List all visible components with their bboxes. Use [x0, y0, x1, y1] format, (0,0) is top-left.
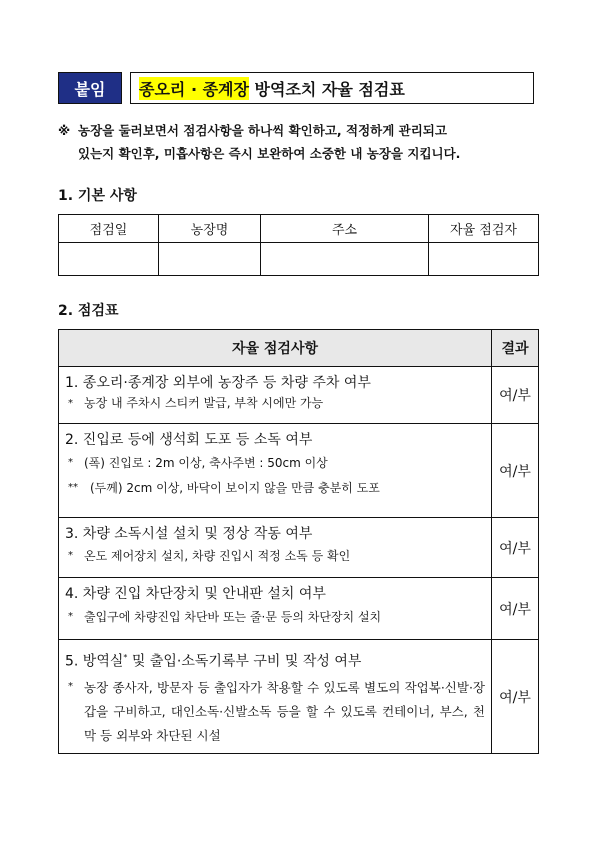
- sub-mark: *: [68, 550, 73, 561]
- attachment-tag: 붙임: [58, 72, 122, 104]
- table-row: [59, 367, 539, 424]
- header-result: 결과: [492, 330, 539, 367]
- check-item-1-note: 농장 내 주차시 스티커 발급, 부착 시에만 가능: [84, 396, 324, 410]
- result-1[interactable]: 여/부: [492, 367, 539, 424]
- table-row: [59, 424, 539, 518]
- result-4[interactable]: 여/부: [492, 578, 539, 640]
- check-item-3-note: 온도 제어장치 설치, 차량 진입시 적정 소독 등 확인: [84, 549, 351, 563]
- check-item-2-note-1: (폭) 진입로 : 2m 이상, 축사주변 : 50cm 이상: [84, 456, 328, 470]
- sub-mark: **: [68, 482, 78, 493]
- sub-mark: *: [68, 611, 73, 622]
- value-inspector[interactable]: [429, 243, 539, 276]
- notice-line-1: 농장을 둘러보면서 점검사항을 하나씩 확인하고, 적정하게 관리되고: [78, 123, 447, 138]
- header-check-item: 자율 점검사항: [59, 330, 492, 367]
- header-farm-name: 농장명: [159, 215, 261, 243]
- section-2-title: 2. 점검표: [58, 303, 119, 319]
- result-2[interactable]: 여/부: [492, 424, 539, 518]
- title-highlight: 종오리 · 종계장: [139, 77, 249, 100]
- result-5[interactable]: 여/부: [492, 640, 539, 754]
- notice: [58, 119, 548, 165]
- header-inspector: 자율 점검자: [429, 215, 539, 243]
- section-1-title: 1. 기본 사항: [58, 188, 137, 204]
- document-header: [58, 72, 534, 104]
- table-row: [59, 518, 539, 578]
- sub-mark: *: [68, 680, 73, 692]
- document-title: [130, 72, 534, 104]
- notice-line-2: 있는지 확인후, 미흡사항은 즉시 보완하여 소중한 내 농장을 지킵니다.: [78, 146, 461, 161]
- check-item-3: 3. 차량 소독시설 설치 및 정상 작동 여부: [65, 526, 313, 542]
- check-item-4-note: 출입구에 차량진입 차단바 또는 줄·문 등의 차단장치 설치: [84, 610, 382, 624]
- sub-mark: *: [68, 457, 73, 468]
- table-row: [59, 640, 539, 754]
- check-item-5: 5. 방역실* 및 출입·소독기록부 구비 및 작성 여부: [65, 653, 362, 670]
- check-item-1: 1. 종오리·종계장 외부에 농장주 등 차량 주차 여부: [65, 375, 371, 391]
- title-rest: 방역조치 자율 점검표: [248, 79, 405, 99]
- result-3[interactable]: 여/부: [492, 518, 539, 578]
- check-item-4: 4. 차량 진입 차단장치 및 안내판 설치 여부: [65, 586, 326, 602]
- sub-mark: *: [68, 398, 73, 409]
- value-inspection-date[interactable]: [59, 243, 159, 276]
- table-row: [59, 578, 539, 640]
- checklist-table: [58, 329, 539, 754]
- value-address[interactable]: [261, 243, 429, 276]
- basic-info-table: [58, 214, 539, 276]
- header-inspection-date: 점검일: [59, 215, 159, 243]
- check-item-2: 2. 진입로 등에 생석회 도포 등 소독 여부: [65, 432, 313, 448]
- notice-mark: ※: [58, 123, 71, 138]
- value-farm-name[interactable]: [159, 243, 261, 276]
- header-address: 주소: [261, 215, 429, 243]
- check-item-2-note-2: (두께) 2cm 이상, 바닥이 보이지 않을 만큼 충분히 도포: [90, 481, 380, 495]
- check-item-5-note: 농장 종사자, 방문자 등 출입자가 착용할 수 있도록 별도의 작업복·신발·장갑을 구비하고, 대인소독·신발소독 등을 할 수 있도록 컨테이너, 부스, 천막 등 외부와 차단된 시설: [84, 679, 485, 743]
